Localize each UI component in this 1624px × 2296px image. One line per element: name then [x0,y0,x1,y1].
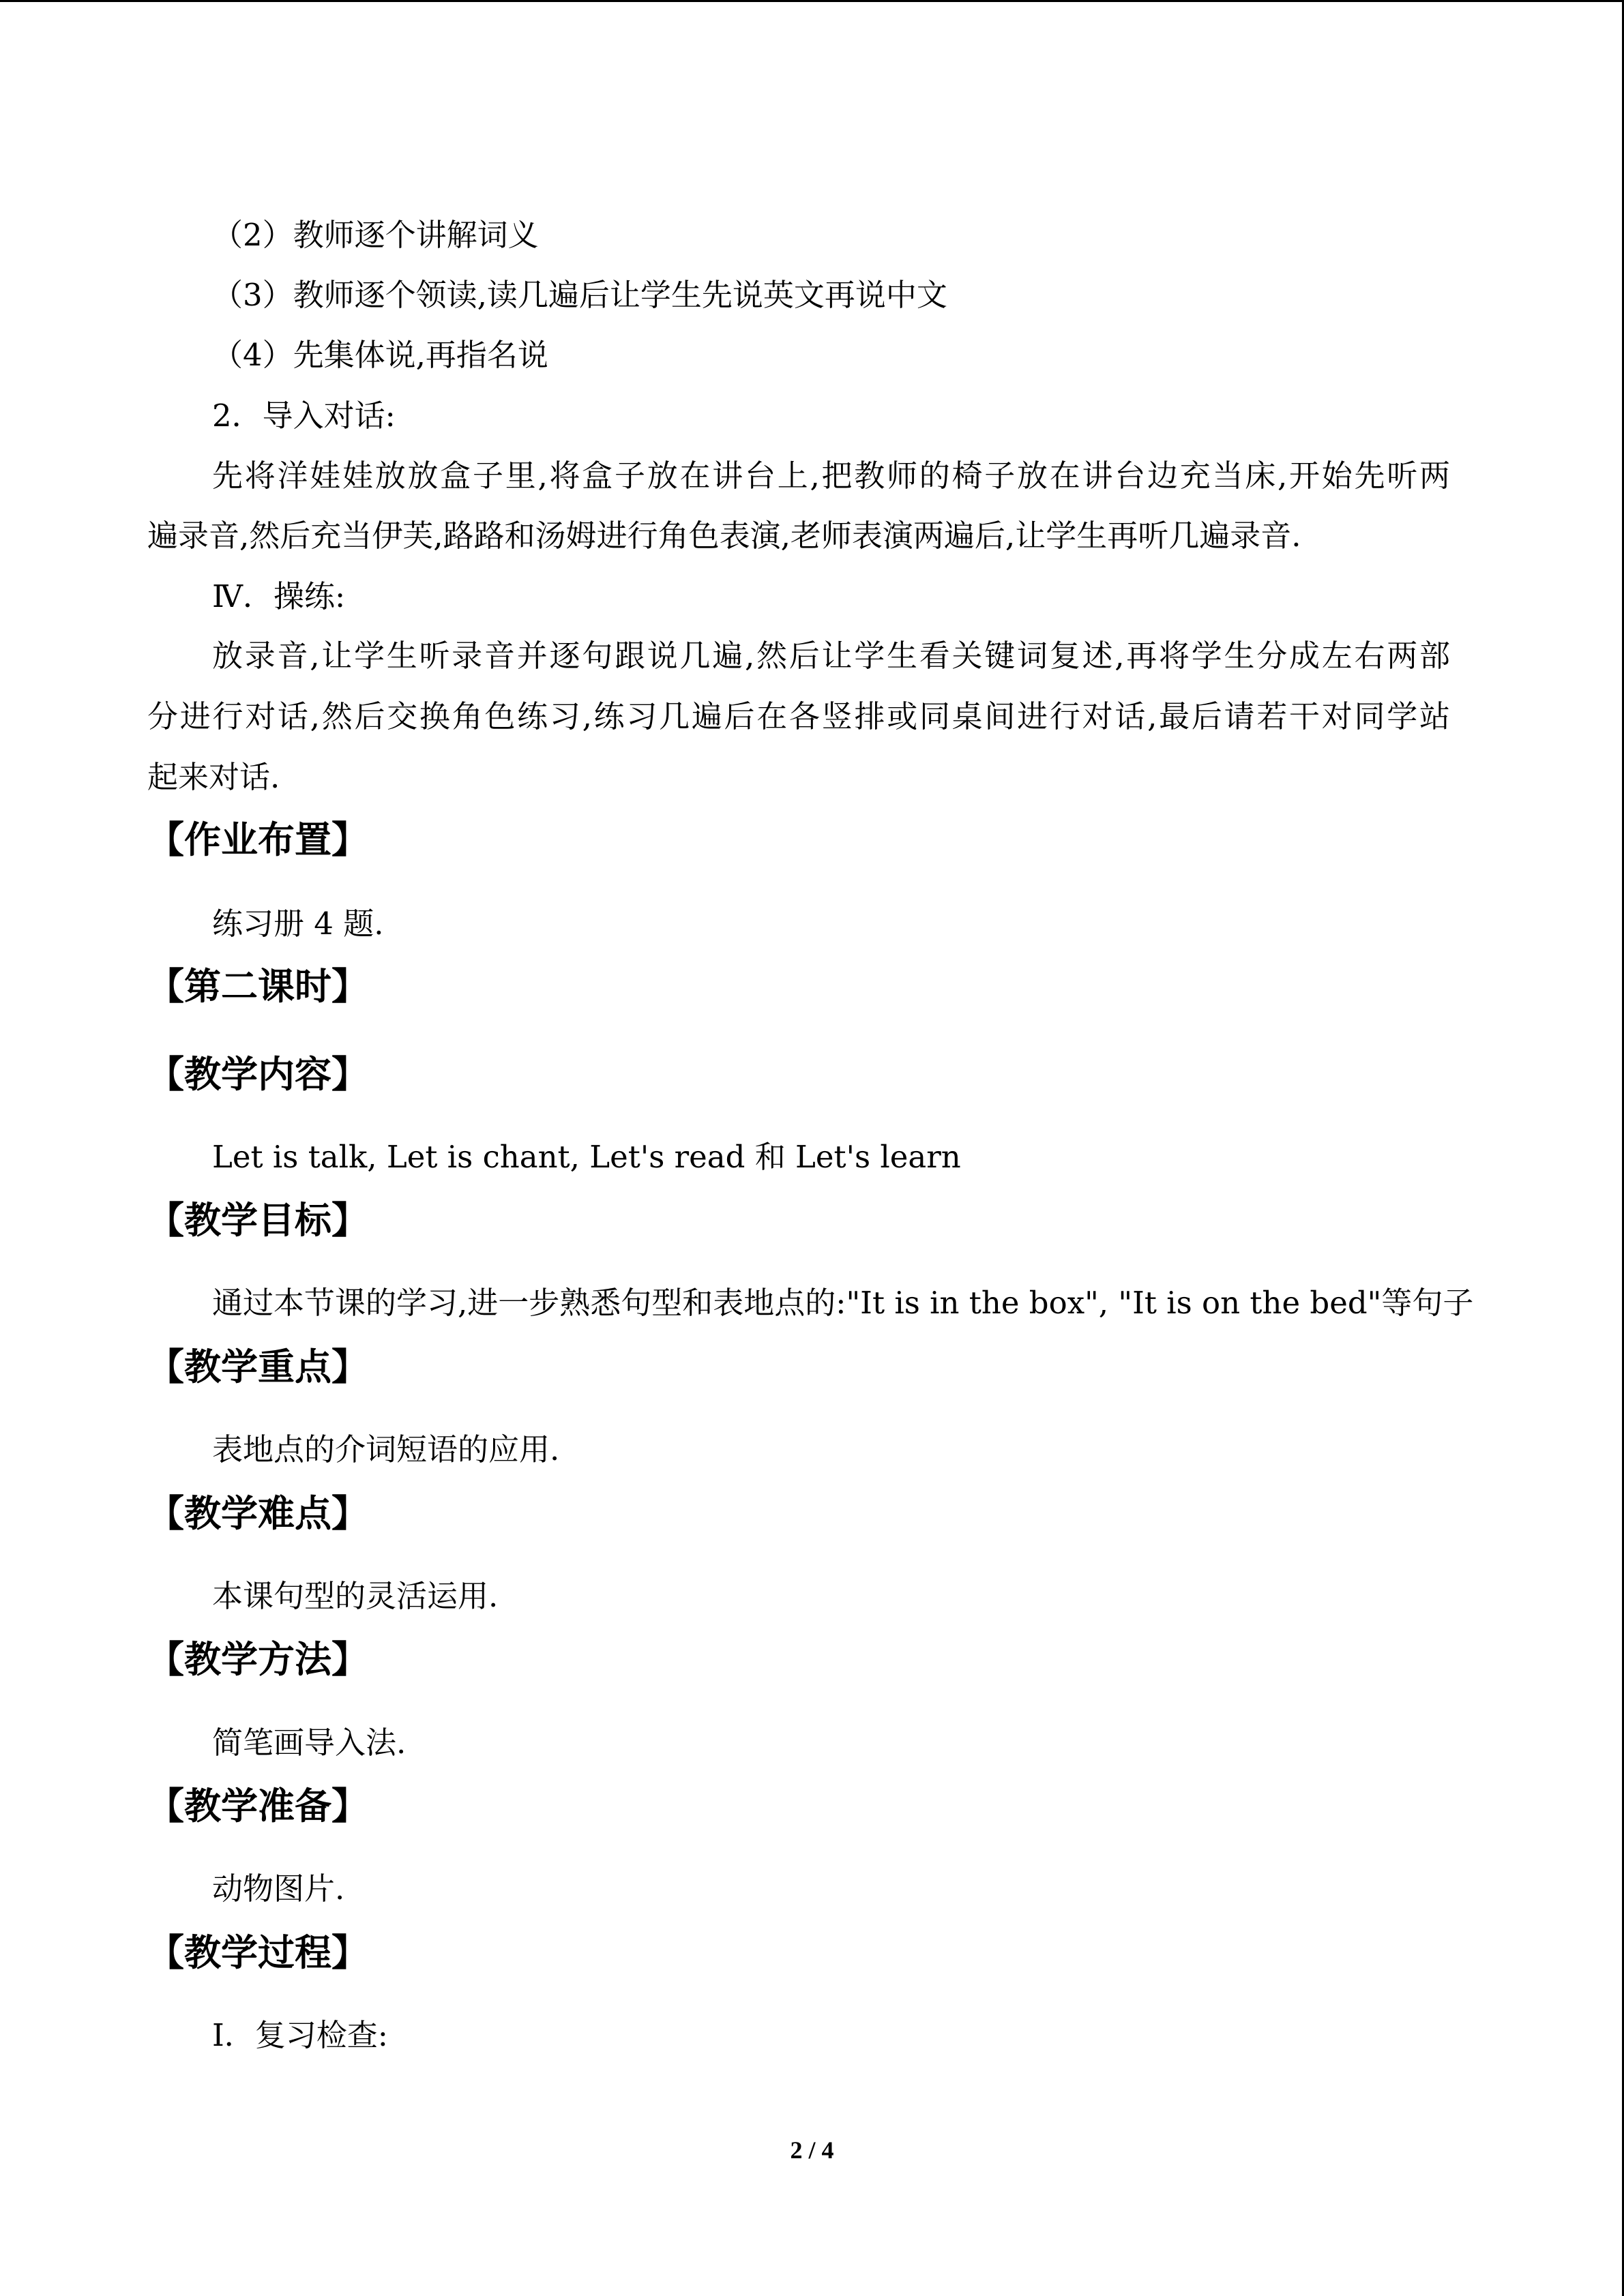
teaching-preparation-text: 动物图片. [212,1870,345,1907]
heading-homework: 【作业布置】 [147,818,368,861]
heading-difficulty: 【教学难点】 [147,1492,368,1535]
heading-teaching-goal: 【教学目标】 [147,1199,368,1242]
practice-paragraph-line-2: 分进行对话,然后交换角色练习,练习几遍后在各竖排或同桌间进行对话,最后请若干对同学站 [147,698,1450,734]
key-point-text: 表地点的介词短语的应用. [212,1431,560,1467]
teaching-goal-text: 通过本节课的学习,进一步熟悉句型和表地点的:"It is in the box", "It is on the bed"等句子 [212,1285,1474,1321]
page-number: 2 / 4 [790,2136,834,2164]
difficulty-text: 本课句型的灵活运用. [212,1578,499,1614]
homework-text: 练习册 4 题. [212,906,384,942]
practice-paragraph-line-3: 起来对话. [147,759,280,795]
step-4-text: （4）先集体说,再指名说 [212,337,548,373]
practice-section-label: Ⅳ．操练: [212,578,346,614]
step-2-text: （2）教师逐个讲解词义 [212,217,539,253]
teaching-method-text: 简笔画导入法. [212,1725,407,1761]
heading-lesson-two: 【第二课时】 [147,965,368,1008]
lead-in-dialogue-label: 2．导入对话: [212,398,396,434]
intro-paragraph-line-1: 先将洋娃娃放放盒子里,将盒子放在讲台上,把教师的椅子放在讲台边充当床,开始先听两 [212,458,1450,494]
intro-paragraph-line-2: 遍录音,然后充当伊芙,路路和汤姆进行角色表演,老师表演两遍后,让学生再听几遍录音. [147,518,1301,554]
teaching-content-text: Let is talk, Let is chant, Let's read 和 Let's learn [212,1139,961,1175]
heading-teaching-content: 【教学内容】 [147,1053,368,1096]
heading-teaching-process: 【教学过程】 [147,1931,368,1974]
step-3-text: （3）教师逐个领读,读几遍后让学生先说英文再说中文 [212,277,947,313]
process-step-1-text: Ⅰ．复习检查: [212,2017,388,2053]
practice-paragraph-line-1: 放录音,让学生听录音并逐句跟说几遍,然后让学生看关键词复述,再将学生分成左右两部 [212,638,1450,674]
heading-teaching-method: 【教学方法】 [147,1638,368,1681]
heading-teaching-preparation: 【教学准备】 [147,1785,368,1828]
heading-key-point: 【教学重点】 [147,1345,368,1388]
page-border-top [0,0,1624,2]
